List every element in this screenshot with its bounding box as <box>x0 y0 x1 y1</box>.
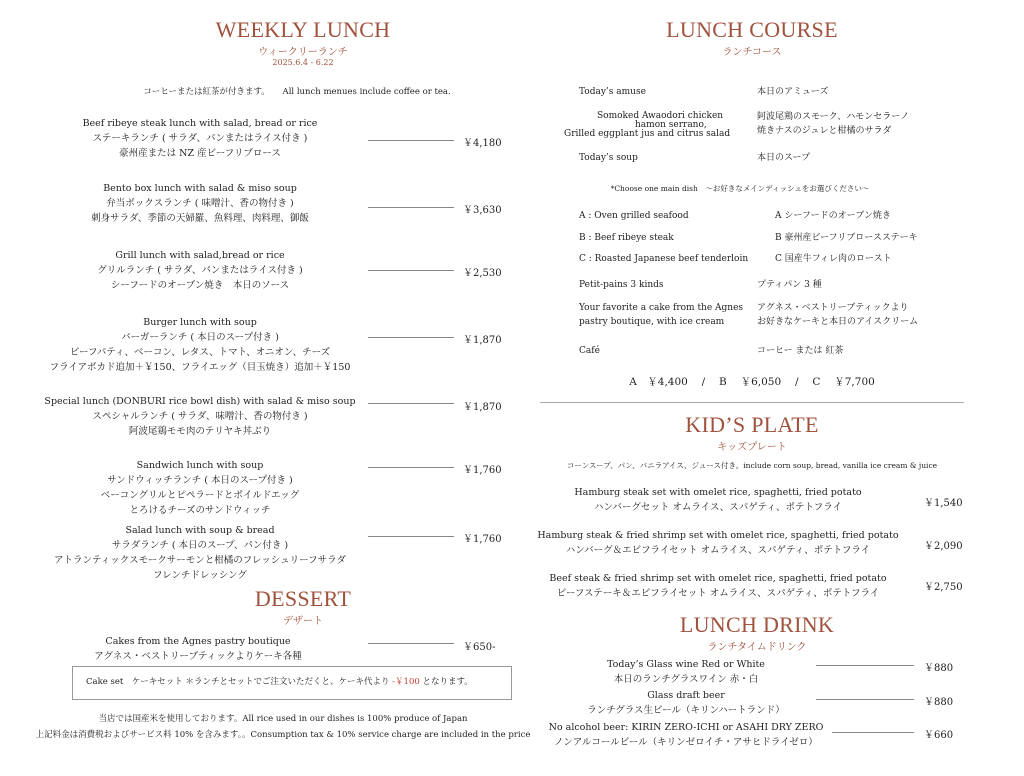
weekly-lunch-dates: 2025.6.4 - 6.22 <box>272 58 334 67</box>
menu-item: Grill lunch with salad,bread or rice グリルランチ ( サラダ、パンまたはライス付き ) シーフードのオーブン焼き 本日のソース <box>97 250 303 291</box>
menu-item-price: ￥1,760 <box>463 465 502 476</box>
dessert-title: DESSERT <box>254 586 352 611</box>
lunch-drink-subtitle: ランチタイムドリンク <box>707 642 807 653</box>
dessert-item: Cakes from the Agnes pastry boutique アグネス・ベストリーブティックよりケーキ各種 <box>94 636 302 662</box>
menu-item: Special lunch (DONBURI rice bowl dish) with salad & miso soup スペシャルランチ ( サラダ、味噌汁、香の物付き ) 阿波尾鶏モモ肉のテリヤキ丼ぶり <box>44 396 356 437</box>
course-starter-en-2: hamon serrano, <box>635 120 707 130</box>
drink-item: No alcohol beer: KIRIN ZERO-ICHI or ASAHI DRY ZERO ノンアルコールビール（キリンゼロイチ・アサヒドライゼロ） <box>548 722 824 748</box>
drink-item-price: ￥880 <box>924 663 954 674</box>
kids-item: Beef steak & fried shrimp set with omelet rice, spaghetti, fried potato ビーフステーキ＆エビフライセット オムライス、スパゲティ、ポテトフライ <box>549 573 887 599</box>
course-petit-ja: プティパン 3 種 <box>757 280 822 290</box>
menu-item: Beef ribeye steak lunch with salad, bread or rice ステーキランチ ( サラダ、パンまたはライス付き ) 豪州産または NZ 産ビーフリブロース <box>82 118 318 159</box>
kids-plate-note: コーンスープ、パン、バニラアイス、ジュース付き。include corn soup, bread, vanilla ice cream & juice <box>566 461 938 470</box>
course-main-b-en: B : Beef ribeye steak <box>579 233 674 243</box>
drink-item-price: ￥660 <box>924 730 954 741</box>
leader-line <box>368 536 454 537</box>
lunch-course-title: LUNCH COURSE <box>666 17 838 42</box>
kids-item-price: ￥2,750 <box>924 582 963 593</box>
leader-line <box>368 140 454 141</box>
dessert-price: ￥650- <box>463 642 496 653</box>
menu-item: Sandwich lunch with soup サンドウィッチランチ ( 本日のスープ付き ) ベーコングリルとピペラードとボイルドエッグ とろけるチーズのサンドウィッチ <box>100 460 300 516</box>
leader-line <box>368 643 454 644</box>
course-cake-ja-1: アグネス・ベストリーブティックより <box>757 303 909 313</box>
kids-item-price: ￥2,090 <box>924 541 963 552</box>
menu-item-price: ￥1,870 <box>463 335 502 346</box>
leader-line <box>816 699 914 700</box>
course-soup-ja: 本日のスープ <box>757 153 811 163</box>
weekly-lunch-note: コーヒーまたは紅茶が付きます。 All lunch menues include coffee or tea. <box>143 87 451 97</box>
course-amuse-en: Today’s amuse <box>579 87 646 97</box>
course-petit-en: Petit-pains 3 kinds <box>579 280 664 290</box>
menu-item-price: ￥2,530 <box>463 268 502 279</box>
menu-item-price: ￥3,630 <box>463 205 502 216</box>
kids-item: Hamburg steak & fried shrimp set with omelet rice, spaghetti, fried potato ハンバーグ＆エビフライセット オムライス、スパゲティ、ポテトフライ <box>537 530 899 556</box>
lunch-course-subtitle: ランチコース <box>722 47 782 58</box>
leader-line <box>368 337 454 338</box>
kids-plate-title: KID’S PLATE <box>685 412 819 437</box>
course-cake-ja-2: お好きなケーキと本日のアイスクリーム <box>757 317 919 327</box>
menu-item-price: ￥1,870 <box>463 402 502 413</box>
course-starter-en-3: Grilled eggplant jus and citrus salad <box>564 129 731 139</box>
course-soup-en: Today’s soup <box>579 153 638 163</box>
course-cake-en-1: Your favorite a cake from the Agnes <box>579 303 744 313</box>
menu-item: Bento box lunch with salad & miso soup 弁当ボックスランチ ( 味噌汁、香の物付き ) 刺身サラダ、季節の天婦羅、魚料理、肉料理、御飯 <box>91 183 309 224</box>
menu-item-price: ￥1,760 <box>463 534 502 545</box>
course-prices: A ￥4,400 / B ￥6,050 / C ￥7,700 <box>629 376 875 388</box>
kids-item: Hamburg steak set with omelet rice, spaghetti, fried potato ハンバーグセット オムライス、スパゲティ、ポテトフライ <box>574 487 862 513</box>
course-main-a-en: A : Oven grilled seafood <box>579 211 689 221</box>
course-main-c-en: C : Roasted Japanese beef tenderloin <box>579 254 749 264</box>
weekly-lunch-title: WEEKLY LUNCH <box>215 17 391 42</box>
leader-line <box>816 665 914 666</box>
weekly-lunch-subtitle: ウィークリーランチ <box>258 47 348 58</box>
leader-line <box>368 403 454 404</box>
drink-item: Glass draft beer ランチグラス生ビール（キリンハートランド） <box>587 690 785 716</box>
course-starter-ja-1: 阿波尾鶏のスモーク、ハモンセラーノ <box>757 112 910 122</box>
kids-plate-subtitle: キッズプレート <box>717 442 787 453</box>
course-cake-en-2: pastry boutique, with ice cream <box>579 317 725 327</box>
course-cafe-ja: コーヒー または 紅茶 <box>757 346 844 356</box>
course-main-b-ja: B 豪州産ビーフリブロースステーキ <box>775 233 918 243</box>
menu-item: Burger lunch with soup バーガーランチ ( 本日のスープ付き ) ビーフパティ、ベーコン、レタス、トマト、オニオン、チーズ フライアボカド追加＋￥150、フライエッグ（目玉焼き）追加＋￥150 <box>49 317 351 373</box>
cake-set-note: Cake set ケーキセット ＊ランチとセットでご注文いただくと、ケーキ代より -￥100 となります。 <box>86 677 473 687</box>
menu-item: Salad lunch with soup & bread サラダランチ ( 本日のスープ、パン付き ) アトランティックスモークサーモンと柑橘のフレッシュリーフサラダ フレンチドレッシング <box>53 525 347 581</box>
course-starter-ja-2: 焼きナスのジュレと柑橘のサラダ <box>757 126 892 136</box>
leader-line <box>368 467 454 468</box>
dessert-subtitle: デザート <box>283 616 323 627</box>
footer-rice-note: 当店では国産米を使用しております。All rice used in our dishes is 100% produce of Japan <box>98 714 468 724</box>
drink-item: Today’s Glass wine Red or White 本日のランチグラスワイン 赤・白 <box>607 659 765 685</box>
course-amuse-ja: 本日のアミューズ <box>757 87 829 97</box>
leader-line <box>368 270 454 271</box>
drink-item-price: ￥880 <box>924 697 954 708</box>
course-main-c-ja: C 国産牛フィレ肉のロースト <box>775 254 892 264</box>
leader-line <box>832 732 914 733</box>
section-divider <box>540 402 964 403</box>
course-starter-en-1: Somoked Awaodori chicken <box>597 111 724 121</box>
lunch-drink-title: LUNCH DRINK <box>679 612 835 637</box>
kids-item-price: ￥1,540 <box>924 498 963 509</box>
footer-tax-note: 上記料金は消費税およびサービス料 10% を含みます。。Consumption tax & 10% service charge are included in the price <box>35 730 531 740</box>
menu-item-price: ￥4,180 <box>463 138 502 149</box>
course-main-a-ja: A シーフードのオーブン焼き <box>775 211 891 221</box>
course-choose-note: *Choose one main dish 〜お好きなメインディッシュをお選びください〜 <box>610 184 870 193</box>
course-cafe-en: Café <box>579 346 600 356</box>
leader-line <box>368 207 454 208</box>
